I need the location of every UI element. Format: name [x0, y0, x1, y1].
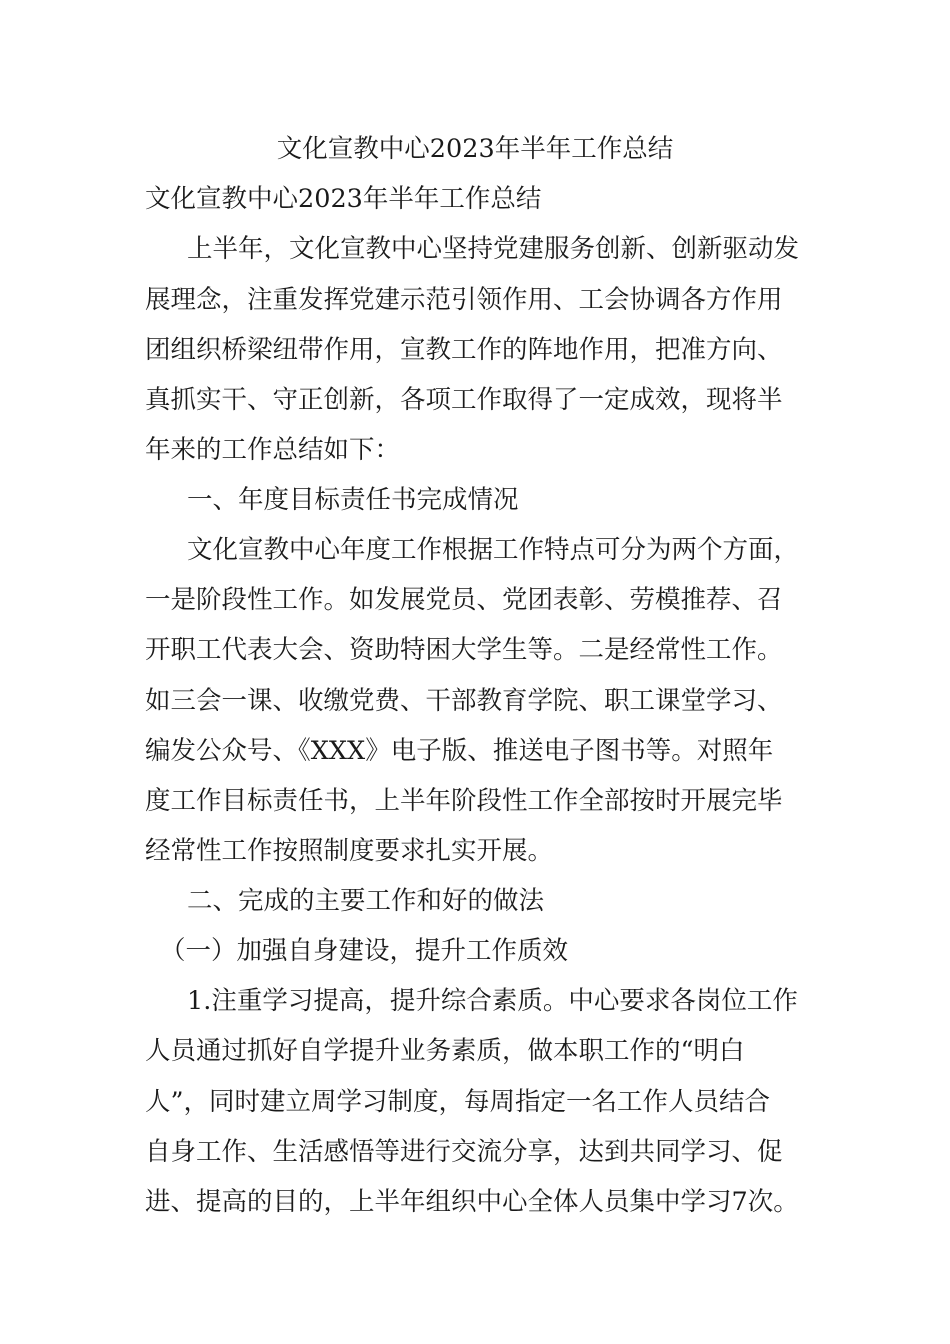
paragraph-line: 编发公众号、《XXX》电子版、推送电子图书等。对照年	[145, 736, 774, 766]
paragraph-line: 如三会一课、收缴党费、干部教育学院、职工课堂学习、	[145, 686, 783, 716]
paragraph-line: 经常性工作按照制度要求扎实开展。	[145, 836, 554, 866]
paragraph-line: 1.注重学习提高，提升综合素质。中心要求各岗位工作	[187, 986, 798, 1016]
paragraph-line: 人员通过抓好自学提升业务素质，做本职工作的“明白	[145, 1036, 745, 1066]
paragraph-line: 文化宣教中心年度工作根据工作特点可分为两个方面，	[187, 535, 800, 565]
subsection-heading: （一）加强自身建设，提升工作质效	[160, 936, 569, 966]
paragraph-line: 人”，同时建立周学习制度，每周指定一名工作人员结合	[145, 1087, 771, 1117]
subtitle-line: 文化宣教中心2023年半年工作总结	[145, 184, 542, 214]
paragraph-line: 年来的工作总结如下：	[145, 435, 401, 465]
paragraph-line: 上半年，文化宣教中心坚持党建服务创新、创新驱动发	[187, 234, 800, 264]
paragraph-line: 团组织桥梁纽带作用，宣教工作的阵地作用，把准方向、	[145, 335, 783, 365]
paragraph-line: 展理念，注重发挥党建示范引领作用、工会协调各方作用	[145, 285, 783, 315]
paragraph-line: 进、提高的目的，上半年组织中心全体人员集中学习7次。	[145, 1187, 799, 1217]
paragraph-line: 一是阶段性工作。如发展党员、党团表彰、劳模推荐、召	[145, 585, 783, 615]
section-heading: 二、完成的主要工作和好的做法	[187, 886, 545, 916]
document-title: 文化宣教中心2023年半年工作总结	[276, 134, 674, 164]
paragraph-line: 自身工作、生活感悟等进行交流分享，达到共同学习、促	[145, 1137, 783, 1167]
paragraph-line: 开职工代表大会、资助特困大学生等。二是经常性工作。	[145, 635, 783, 665]
paragraph-line: 真抓实干、守正创新，各项工作取得了一定成效，现将半	[145, 385, 783, 415]
section-heading: 一、年度目标责任书完成情况	[187, 485, 519, 515]
paragraph-line: 度工作目标责任书，上半年阶段性工作全部按时开展完毕	[145, 786, 783, 816]
